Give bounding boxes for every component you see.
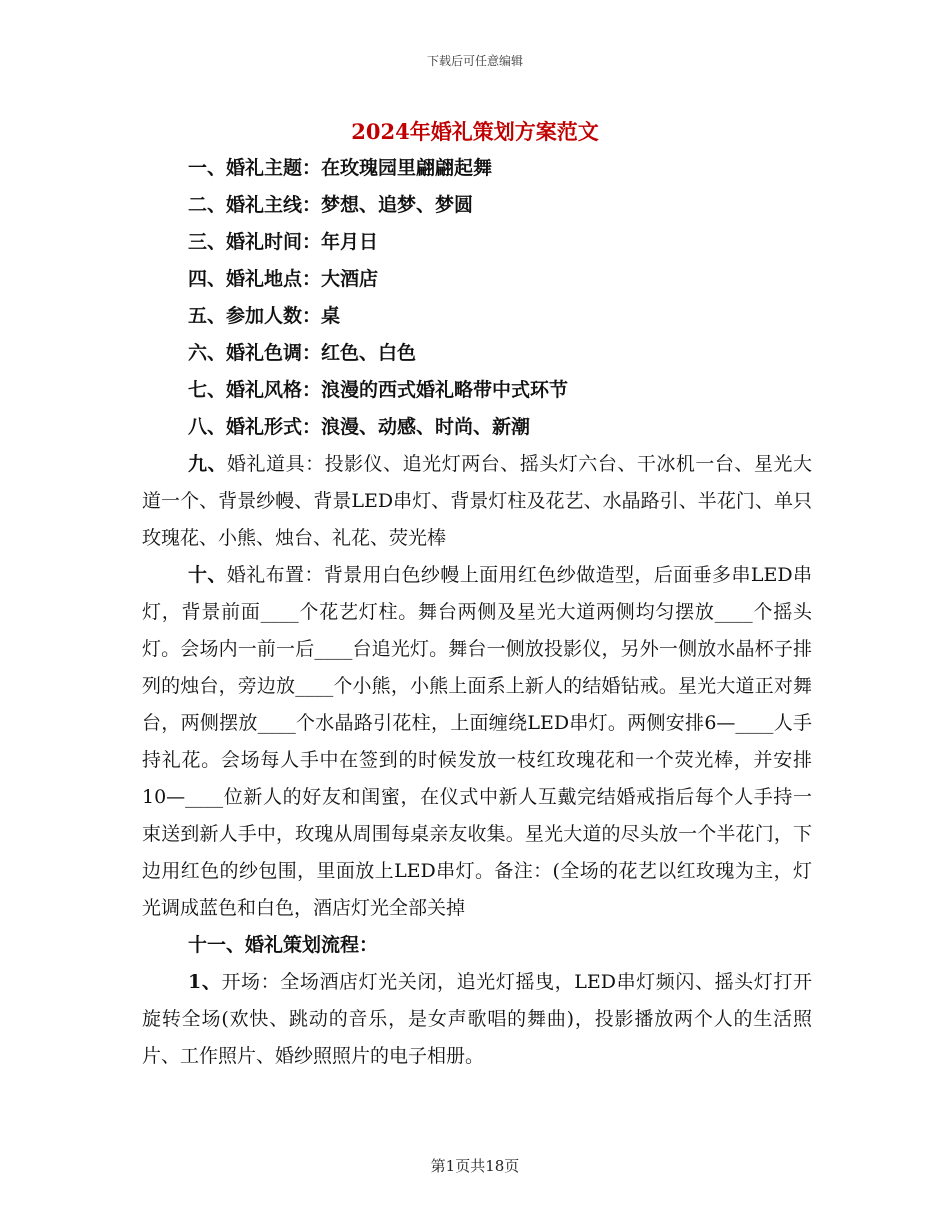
- props-number: 九、: [188, 453, 228, 475]
- item-style: 七、婚礼风格：浪漫的西式婚礼略带中式环节: [188, 379, 569, 401]
- document-title: 2024年婚礼策划方案范文: [351, 119, 599, 144]
- item-format: 八、婚礼形式：浪漫、动感、时尚、新潮: [188, 416, 531, 438]
- item-colors: 六、婚礼色调：红色、白色: [188, 342, 417, 364]
- document-body: [142, 150, 812, 1075]
- header-note: 下载后可任意编辑: [426, 54, 523, 68]
- item-theme: 一、婚礼主题：在玫瑰园里翩翩起舞: [188, 157, 493, 179]
- process-heading: 十一、婚礼策划流程：: [188, 934, 379, 956]
- item-guests: 五、参加人数：桌: [188, 305, 341, 327]
- item-time: 三、婚礼时间：年月日: [188, 231, 379, 253]
- opening-paragraph: [142, 964, 812, 1075]
- item-mainline: 二、婚礼主线：梦想、追梦、梦圆: [188, 194, 474, 216]
- opening-number: 1、: [188, 971, 222, 993]
- props-text: 婚礼道具：投影仪、追光灯两台、摇头灯六台、干冰机一台、星光大道一个、背景纱幔、背景LED串灯、背景灯柱及花艺、水晶路引、半花门、单只玫瑰花、小熊、烛台、礼花、荧光棒: [142, 453, 812, 549]
- props-paragraph: [142, 446, 812, 557]
- layout-paragraph: [142, 557, 812, 927]
- layout-text: 婚礼布置：背景用白色纱幔上面用红色纱做造型，后面垂多串LED串灯，背景前面____个花艺灯柱。舞台两侧及星光大道两侧均匀摆放____个摇头灯。会场内一前一后____台追光灯。舞台一侧放投影仪，另外一侧放水晶杯子排列的烛台，旁边放____个小熊，小熊上面系上新人的结婚钻戒。星光大道正对舞台，两侧摆放____个水晶路引花柱，上面缠绕LED串灯。两侧安排6—____人手持礼花。会场每人手中在签到的时候发放一枝红玫瑰花和一个荧光棒，并安排10—____位新人的好友和闺蜜，在仪式中新人互戴完结婚戒指后每个人手持一束送到新人手中，玫瑰从周围每桌亲友收集。星光大道的尽头放一个半花门，下边用红色的纱包围，里面放上LED串灯。备注：(全场的花艺以红玫瑰为主，灯光调成蓝色和白色，酒店灯光全部关掉: [142, 564, 812, 919]
- page-footer: 第1页共18页: [430, 1157, 520, 1175]
- layout-number: 十、: [188, 564, 227, 586]
- opening-text: 开场：全场酒店灯光关闭，追光灯摇曳，LED串灯频闪、摇头灯打开旋转全场(欢快、跳动的音乐，是女声歌唱的舞曲)，投影播放两个人的生活照片、工作照片、婚纱照照片的电子相册。: [142, 971, 812, 1067]
- item-venue: 四、婚礼地点：大酒店: [188, 268, 379, 290]
